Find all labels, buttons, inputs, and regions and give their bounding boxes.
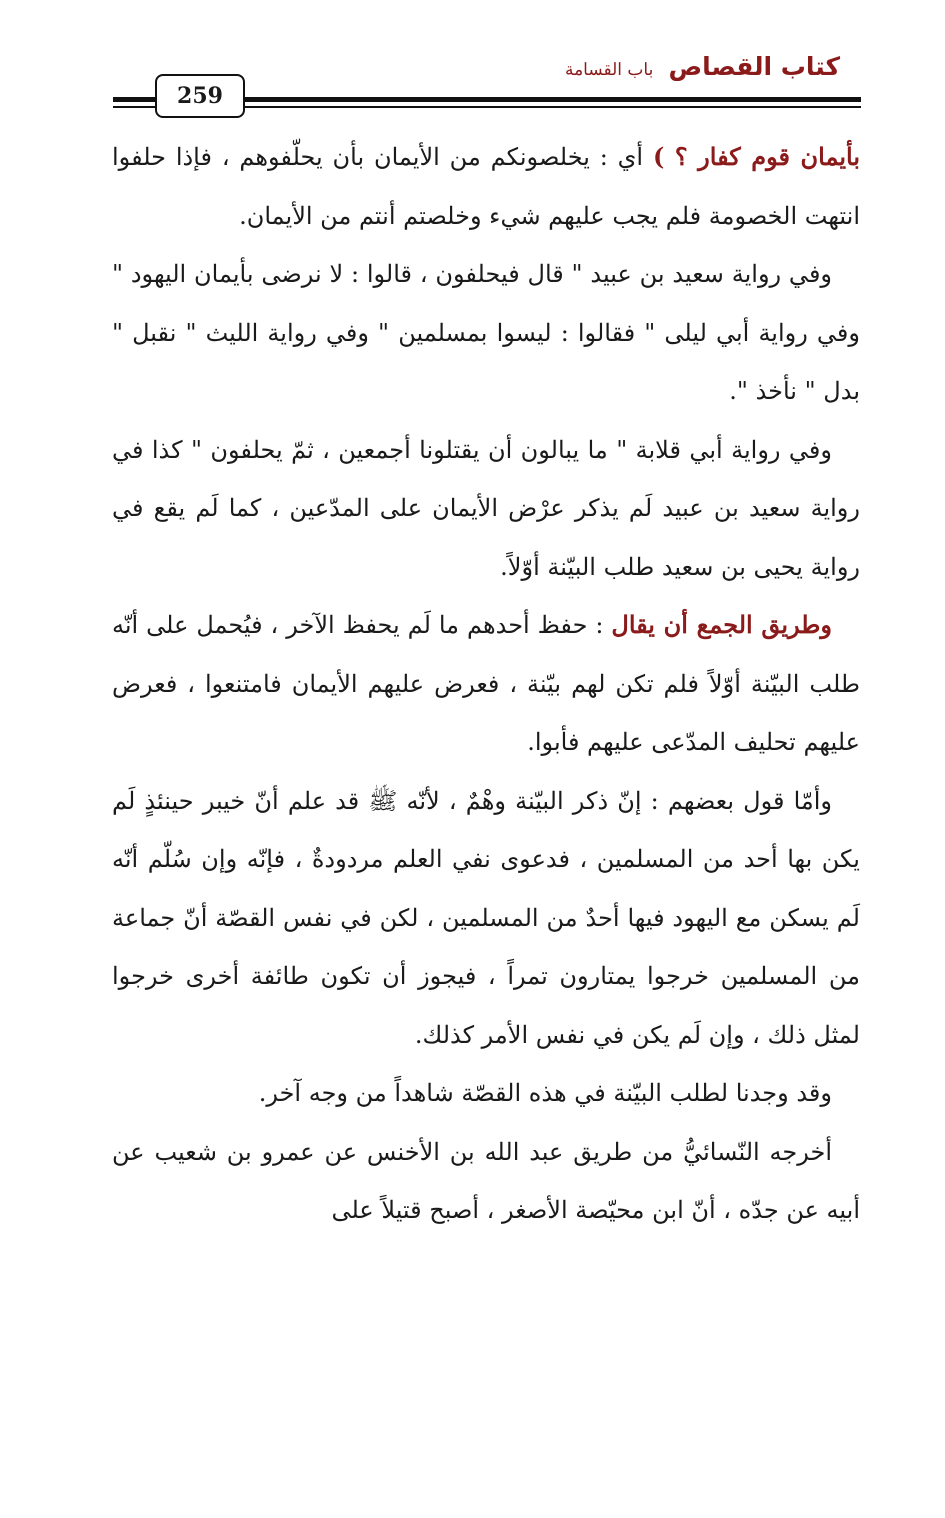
page-body — [112, 128, 860, 1240]
chapter-title: باب القسامة — [564, 60, 654, 80]
book-title: كتاب القصاص — [668, 52, 840, 81]
paragraph-1 — [112, 128, 860, 245]
highlighted-quote: بأيمان قوم كفار ؟ ) — [652, 142, 861, 171]
paragraph-text: وأمّا قول بعضهم : إنّ ذكر البيّنة وهْمٌ ، لأنّه ﷺ قد علم أنّ خيبر حينئذٍ لَم يكن بها أحد من المسلمين ، فدعوى نفي العلم مردودةٌ ، فإنّه وإن سُلّم أنّه لَم يسكن مع اليهود فيها أحدٌ من المسلمين ، لكن في نفس القصّة أنّ جماعة من المسلمين خرجوا يمتارون تمراً ، فيجوز أن تكون طائفة أخرى خرجوا لمثل ذلك ، وإن لَم يكن في نفس الأمر كذلك. — [112, 786, 860, 1049]
paragraph-text: وفي رواية أبي قلابة " ما يبالون أن يقتلونا أجمعين ، ثمّ يحلفون " كذا في رواية سعيد بن عبيد لَم يذكر عرْض الأيمان على المدّعين ، كما لَم يقع في رواية يحيى بن سعيد طلب البيّنة أوّلاً. — [112, 435, 860, 581]
paragraph-text: : حفظ أحدهم ما لَم يحفظ الآخر ، فيُحمل على أنّه طلب البيّنة أوّلاً فلم تكن لهم بيّنة ، فعرض عليهم الأيمان فامتنعوا ، فعرض عليهم تحليف المدّعى عليهم فأبوا. — [112, 611, 860, 756]
paragraph-2 — [112, 245, 860, 421]
running-title — [565, 52, 840, 81]
paragraph-6 — [112, 1064, 860, 1123]
paragraph-4 — [112, 596, 860, 772]
paragraph-5 — [112, 772, 860, 1065]
paragraph-text: أي : يخلصونكم من الأيمان بأن يحلّفوهم ، فإذا حلفوا انتهت الخصومة فلم يجب عليهم شيء وخلصتم أنتم من الأيمان. — [112, 143, 860, 230]
paragraph-text: وفي رواية سعيد بن عبيد " قال فيحلفون ، قالوا : لا نرضى بأيمان اليهود " وفي رواية أبي ليلى " فقالوا : ليسوا بمسلمين " وفي رواية الليث " نقبل " بدل " نأخذ ". — [112, 260, 860, 405]
page-number: 259 — [177, 83, 223, 109]
paragraph-text: أخرجه النّسائيُّ من طريق عبد الله بن الأخنس عن عمرو بن شعيب عن أبيه عن جدّه ، أنّ ابن محيّصة الأصغر ، أصبح قتيلاً على — [112, 1137, 860, 1224]
paragraph-7 — [112, 1123, 860, 1240]
paragraph-3 — [112, 421, 860, 597]
page-header — [0, 0, 945, 120]
page-number-box — [155, 74, 245, 118]
highlighted-heading: وطريق الجمع أن يقال — [611, 610, 832, 639]
paragraph-text: وقد وجدنا لطلب البيّنة في هذه القصّة شاهداً من وجه آخر. — [258, 1079, 832, 1107]
